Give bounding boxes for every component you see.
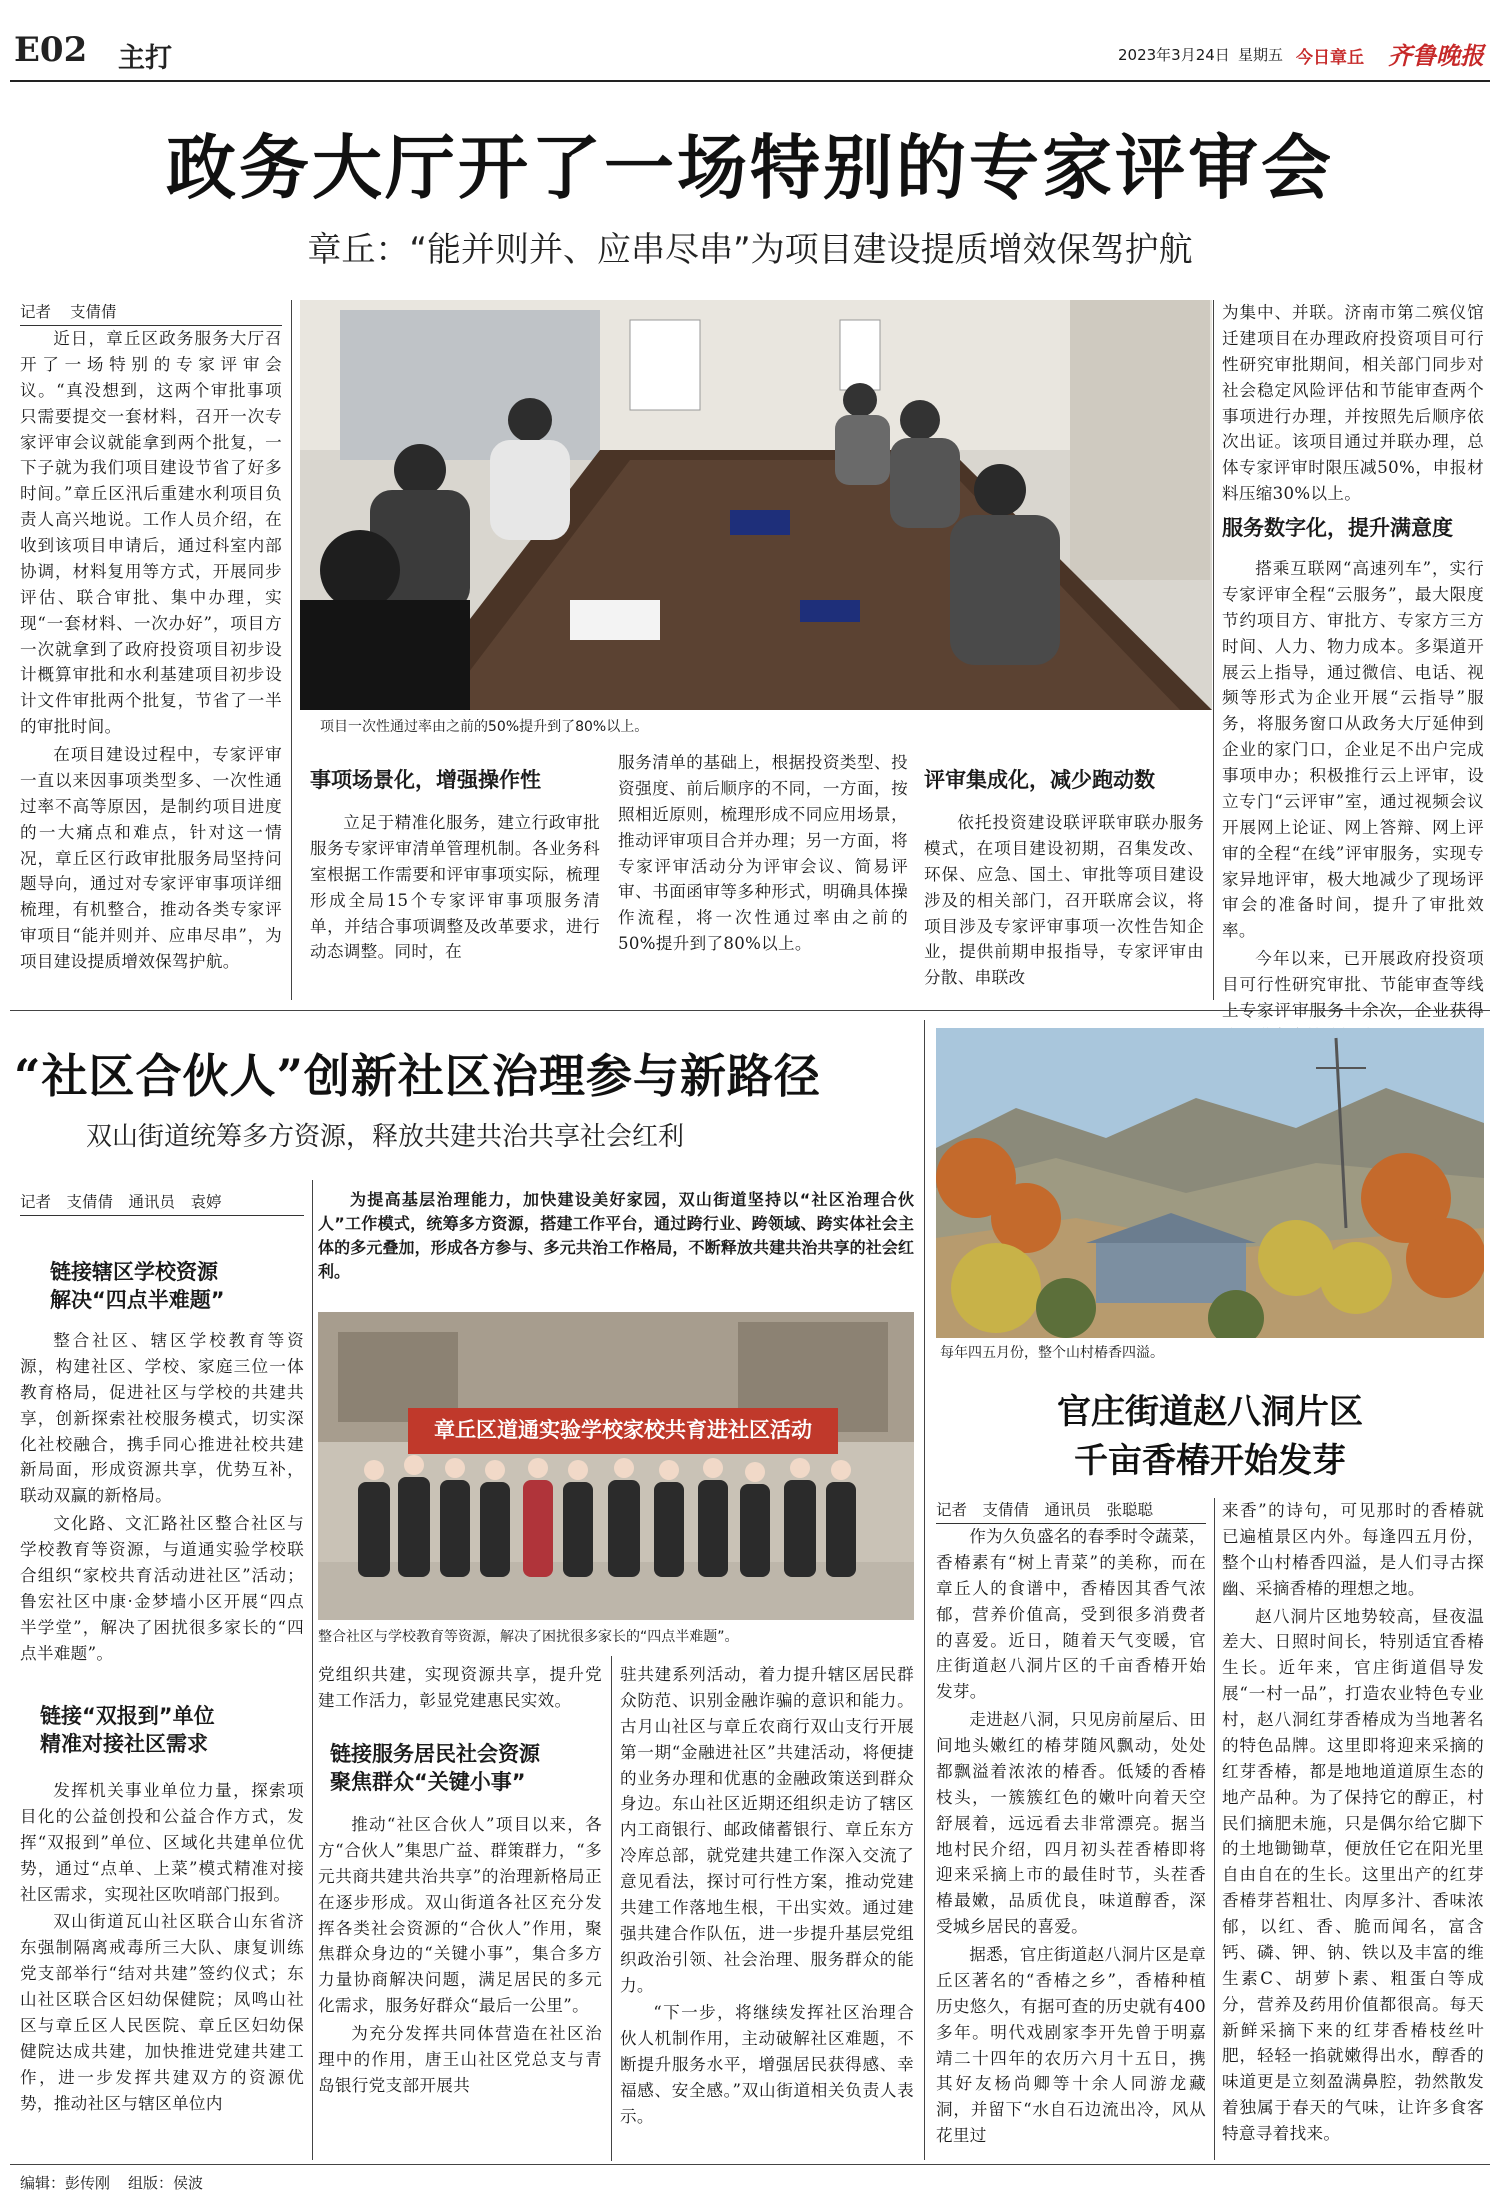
section-heading: 服务数字化，提升满意度 (1222, 516, 1453, 540)
paragraph: 驻共建系列活动，着力提升辖区居民群众防范、识别金融诈骗的意识和能力。古月山社区与章丘农商行双山支行开展第一期“金融进社区”共建活动，将便捷的业务办理和优惠的金融政策送到群众身边。东山社区近期还组织走访了辖区内工商银行、邮政储蓄银行、章丘东方冷库总部，就党建共建工作深入交流了意见看法，探讨可行性方案，推动党建共建工作落地生根，干出实效。通过建强共建合作队伍，进一步提升基层党组织政治引领、社会治理、服务群众的能力。 (620, 1665, 914, 1995)
paragraph: 来香”的诗句，可见那时的香椿就已遍植景区内外。每逢四五月份，整个山村椿香四溢，是人们寻古探幽、采摘香椿的理想之地。 (1222, 1501, 1484, 1598)
header-date: 2023年3月24日 (1118, 46, 1230, 64)
column-rule (924, 1020, 925, 2160)
footer-layout: 组版：侯波 (128, 2174, 204, 2192)
byline-2: 记者 支倩倩 通讯员 袁婷 (20, 1190, 304, 1216)
column-rule (611, 1656, 612, 2161)
byline-3: 记者 支倩倩 通讯员 张聪聪 (936, 1498, 1206, 1524)
paragraph: 走进赵八洞，只见房前屋后、田间地头嫩红的椿芽随风飘动，处处都飘溢着浓浓的椿香。低矮的香椿枝头，一簇簇红色的嫩叶向着天空舒展着，远远看去非常漂亮。据当地村民介绍，四月初头茬香椿即将迎来采摘上市的最佳时节，头茬香椿最嫩，品质优良，味道醇香，深受城乡居民的喜爱。 (936, 1710, 1206, 1937)
section-heading: 链接服务居民社会资源 聚焦群众“关键小事” (330, 1742, 540, 1795)
paragraph: 搭乘互联网“高速列车”，实行专家评审全程“云服务”，最大限度节约项目方、审批方、专家方三方时间、人力、物力成本。多渠道开展云上指导，通过微信、电话、视频等形式为企业开展“云指导”服务，将服务窗口从政务大厅延伸到企业的家门口，企业足不出户完成事项申办；积极推行云上评审，设立专门“云评审”室，通过视频会议开展网上论证、网上答辩、网上评审的全程“在线”评审服务，实现专家异地评审，极大地减少了现场评审会的准备时间，提升了审批效率。 (1222, 559, 1484, 941)
article1-col4 (924, 810, 1204, 993)
subheadline-1: 章丘：“能并则并、应串尽串”为项目建设提质增效保驾护航 (307, 230, 1193, 270)
column-rule (1213, 300, 1214, 1000)
paragraph: 为集中、并联。济南市第二殡仪馆迁建项目在办理政府投资项目可行性研究审批期间，相关部门同步对社会稳定风险评估和节能审查两个事项进行办理，并按照先后顺序依次出证。该项目通过并联办理，总体专家评审时限压减50%，申报材料压缩30%以上。 (1222, 303, 1484, 504)
article3-col1 (936, 1524, 1206, 2151)
headline-1: 政务大厅开了一场特别的专家评审会 (166, 126, 1334, 209)
subheadline-2: 双山街道统筹多方资源，释放共建共治共享社会红利 (86, 1122, 685, 1152)
headline-3: 官庄街道赵八洞片区 千亩香椿开始发芽 (1057, 1392, 1363, 1482)
page-code: E02 (14, 30, 88, 70)
footer-rule (10, 2164, 1490, 2165)
photo-caption: 整合社区与学校教育等资源，解决了困扰很多家长的“四点半难题”。 (318, 1629, 739, 1645)
header-weekday: 星期五 (1238, 46, 1284, 64)
article2-col1b (20, 1778, 304, 2118)
article2-col2 (318, 1662, 602, 1716)
column-rule (312, 1180, 313, 2160)
article3-col2 (1222, 1498, 1484, 2149)
paragraph: 在项目建设过程中，专家评审一直以来因事项类型多、一次性通过率不高等原因，是制约项目进度的一大痛点和难点，针对这一情况，章丘区行政审批服务局坚持问题导向，通过对专家评审事项详细梳理，有机整合，推动各类专家评审项目“能并则并、应串尽串”，为项目建设提质增效保驾护航。 (20, 745, 282, 971)
lead-paragraph: 为提高基层治理能力，加快建设美好家园，双山街道坚持以“社区治理合伙人”工作模式，统筹多方资源，搭建工作平台，通过跨行业、跨领域、跨实体社会主体的多元叠加，形成各方参与、多元共治工作格局，不断释放共建共治共享的社会红利。 (318, 1190, 914, 1281)
paragraph: 党组织共建，实现资源共享，提升党建工作活力，彰显党建惠民实效。 (318, 1665, 602, 1710)
village-photo-art (936, 1028, 1484, 1338)
section-heading: 链接辖区学校资源 解决“四点半难题” (50, 1260, 225, 1313)
column-rule (291, 300, 292, 1000)
paragraph: 立足于精准化服务，建立行政审批服务专家评审清单管理机制。各业务科室根据工作需要和评审事项实际，梳理形成全局15个专家评审事项服务清单，并结合事项调整及改革要求，进行动态调整。同时，在 (310, 813, 600, 962)
section-label: 主打 (118, 43, 172, 74)
article1-col5 (1222, 300, 1484, 509)
newspaper-logo: 齐鲁晚报 (1388, 41, 1484, 70)
section-heading: 链接“双报到”单位 精准对接社区需求 (40, 1704, 215, 1757)
photo-banner: 章丘区道通实验学校家校共育进社区活动 (434, 1418, 812, 1442)
paragraph: 近日，章丘区政务服务大厅召开了一场特别的专家评审会议。“真没想到，这两个审批事项只需要提交一套材料，召开一次专家评审会议就能拿到两个批复，一下子就为我们项目建设节省了好多时间。”章丘区汛后重建水利项目负责人高兴地说。工作人员介绍，在收到该项目申请后，通过科室内部协调，材料复用等方式，开展同步评估、联合审批、集中办理，实现“一套材料、一次办好”，项目方一次就拿到了政府投资项目初步设计概算审批和水利基建项目初步设计文件审批两个批复，节省了一半的审批时间。 (20, 329, 282, 737)
paragraph: 赵八洞片区地势较高，昼夜温差大、日照时间长，特别适宜香椿生长。近年来，官庄街道倡导发展“一村一品”，打造农业特色专业村，赵八洞红芽香椿成为当地著名的特色品牌。这里即将迎来采摘的红芽香椿，都是地地道道原生态的地产品种。为了保持它的醇正，村民们摘肥未施，只是偶尔给它脚下的土地锄锄草，便放任它在阳光里自由自在的生长。这里出产的红芽香椿芽苔粗壮、肉厚多汁、香味浓郁，以红、香、脆而闻名，富含钙、磷、钾、钠、铁以及丰富的维生素C、胡萝卜素、粗蛋白等成分，营养及药用价值都很高。每天新鲜采摘下来的红芽香椿枝丝叶肥，轻轻一掐就嫩得出水，醇香的味道更是立刻盈满鼻腔，勃然散发着独属于春天的气味，让许多食客特意寻着找来。 (1222, 1606, 1484, 2143)
paragraph: 今年以来，已开展政府投资项目可行性研究审批、节能审查等线上专家评审服务十余次，企业获得 (1222, 949, 1484, 1020)
column-rule (1214, 1498, 1215, 2160)
paragraph: 推动“社区合伙人”项目以来，各方“合伙人”集思广益、群策群力，“多元共商共建共治共享”的治理新格局正在逐步形成。双山街道各社区充分发挥各类社会资源的“合伙人”作用，聚焦群众身边的“关键小事”，集合多方力量协商解决问题，满足居民的多元化需求，服务好群众“最后一公里”。 (318, 1815, 602, 2016)
photo-caption: 每年四五月份，整个山村椿香四溢。 (940, 1345, 1164, 1361)
paragraph: 服务清单的基础上，根据投资类型、投资强度、前后顺序的不同，一方面，按照相近原则，梳理形成不同应用场景，推动评审项目合并办理；另一方面，将专家评审活动分为评审会议、简易评审、书面函审等多种形式，明确具体操作流程，将一次性通过率由之前的50%提升到了80%以上。 (618, 753, 908, 954)
article1-col1 (20, 326, 282, 977)
group-photo-art (318, 1312, 914, 1620)
article1-col5-rest (1222, 556, 1484, 1052)
section-heading: 事项场景化，增强操作性 (310, 768, 541, 792)
article-separator (10, 1010, 1490, 1011)
byline-name: 支倩倩 (69, 303, 117, 321)
paragraph: 双山街道瓦山社区联合山东省济东强制隔离戒毒所三大队、康复训练党支部举行“结对共建”签约仪式；东山社区联合区妇幼保健院；凤鸣山社区与章丘区人民医院、章丘区妇幼保健院达成共建，加快推进党建共建工作，进一步发挥共建双方的资源优势，推动社区与辖区单位内 (20, 1912, 304, 2113)
paragraph: 依托投资建设联评联审联办服务模式，在项目建设初期，召集发改、环保、应急、国土、审批等项目建设涉及的相关部门，召开联席会议，将项目涉及专家评审事项一次性告知企业，提供前期申报指导，专家评审由分散、串联改 (924, 813, 1204, 988)
byline-1 (20, 300, 282, 326)
paragraph: 作为久负盛名的春季时令蔬菜，香椿素有“树上青菜”的美称，而在章丘人的食谱中，香椿因其香气浓郁，营养价值高，受到很多消费者的喜爱。近日，随着天气变暖，官庄街道赵八洞片区的千亩香椿开始发芽。 (936, 1527, 1206, 1702)
article2-col3 (620, 1662, 914, 2132)
meeting-photo (300, 300, 1212, 710)
headline-2: “社区合伙人”创新社区治理参与新路径 (14, 1049, 821, 1103)
photo-caption: 项目一次性通过率由之前的50%提升到了80%以上。 (320, 719, 649, 735)
paragraph: 文化路、文汇路社区整合社区与学校教育等资源，与道通实验学校联合组织“家校共育活动进社区”活动；鲁宏社区中康·金梦墙小区开展“四点半学堂”，解决了困扰很多家长的“四点半难题”。 (20, 1514, 304, 1663)
article1-col3 (618, 750, 908, 959)
article1-col2 (310, 810, 600, 967)
article2-col2b (318, 1812, 602, 2101)
header-rule (10, 80, 1490, 82)
paragraph: 发挥机关事业单位力量，探索项目化的公益创投和公益合作方式，发挥“双报到”单位、区域化共建单位优势，通过“点单、上菜”模式精准对接社区需求，实现社区吹哨部门报到。 (20, 1781, 304, 1904)
footer-editor: 编辑：彭传刚 (20, 2174, 111, 2192)
article2-col1 (20, 1328, 304, 1668)
byline-label: 记者 (20, 303, 52, 321)
paragraph: 据悉，官庄街道赵八洞片区是章丘区著名的“香椿之乡”，香椿种植历史悠久，有据可查的历史就有400多年。明代戏剧家李开先曾于明嘉靖二十四年的农历六月十五日，携其好友杨尚卿等十余人同游龙藏洞，并留下“水自石边流出冷，风从花里过 (936, 1945, 1206, 2146)
village-photo (936, 1028, 1484, 1338)
header-edition: 今日章丘 (1296, 48, 1364, 68)
section-heading: 评审集成化，减少跑动数 (924, 768, 1155, 792)
paragraph: 整合社区、辖区学校教育等资源，构建社区、学校、家庭三位一体教育格局，促进社区与学校的共建共享，创新探索社校服务模式，切实深化社校融合，携手同心推进社校共建新局面，形成资源共享，优势互补，联动双赢的新格局。 (20, 1331, 304, 1506)
group-photo (318, 1312, 914, 1620)
paragraph: “下一步，将继续发挥社区治理合伙人机制作用，主动破解社区难题，不断提升服务水平，增强居民获得感、幸福感、安全感。”双山街道相关负责人表示。 (620, 2003, 914, 2126)
meeting-photo-art (300, 300, 1212, 710)
paragraph: 为充分发挥共同体营造在社区治理中的作用，唐王山社区党总支与青岛银行党支部开展共 (318, 2024, 602, 2095)
